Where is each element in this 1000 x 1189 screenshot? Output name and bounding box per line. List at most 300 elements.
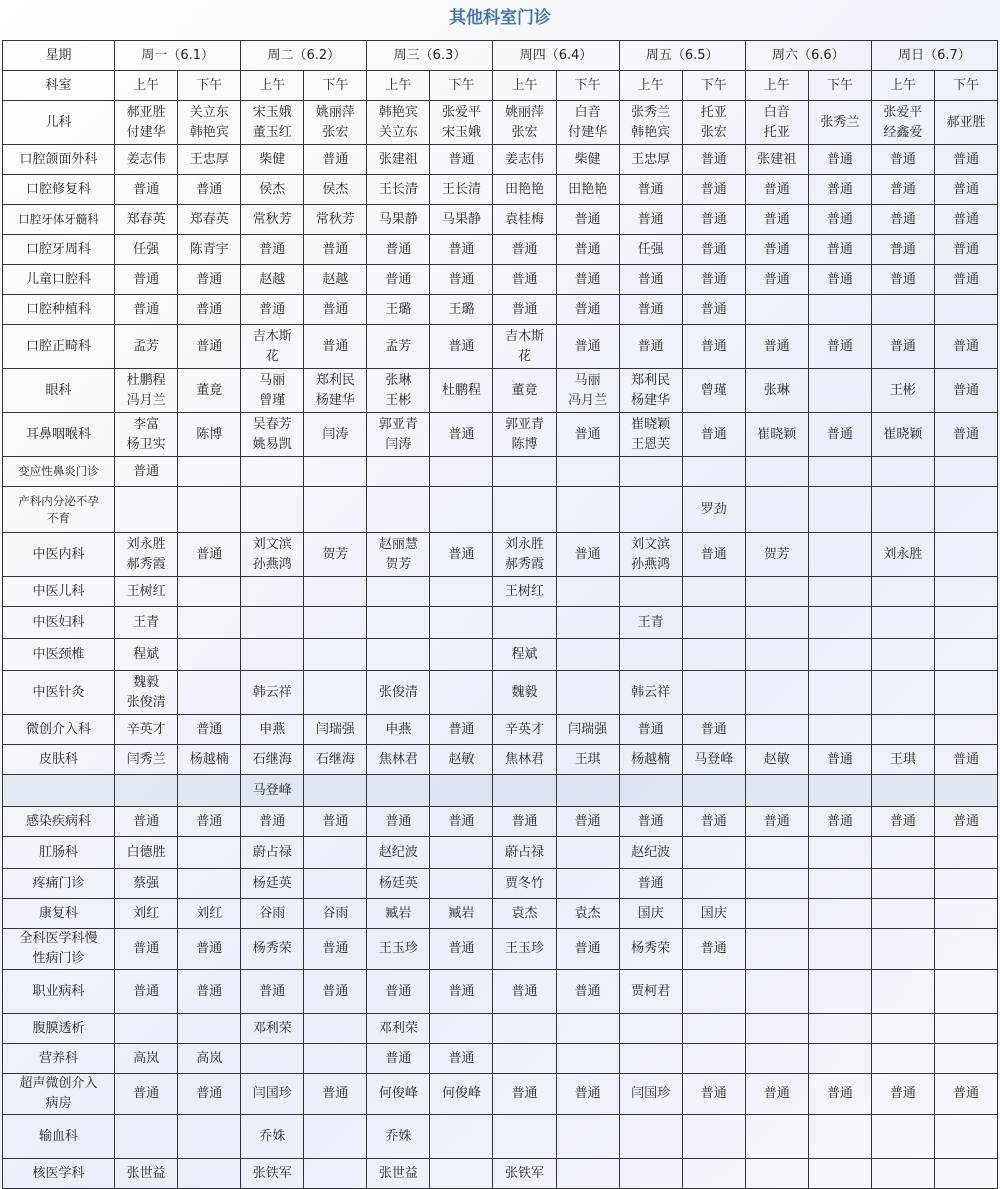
schedule-cell: 魏毅: [493, 671, 556, 715]
schedule-cell: [178, 671, 241, 715]
schedule-cell: [241, 607, 304, 639]
schedule-cell: [934, 1115, 997, 1159]
schedule-cell: 闫国珍: [619, 1074, 682, 1115]
pm-header: 下午: [304, 71, 367, 101]
schedule-cell: 杨越楠: [619, 745, 682, 775]
schedule-cell: [934, 577, 997, 607]
schedule-cell: 普通: [304, 1074, 367, 1115]
dept-name: 眼科: [3, 369, 115, 413]
schedule-cell: [556, 577, 619, 607]
dept-name: 口腔修复科: [3, 175, 115, 205]
table-row: [3, 1014, 998, 1044]
schedule-cell: 普通: [178, 175, 241, 205]
schedule-cell: 贾柯君: [619, 970, 682, 1014]
schedule-cell: 贾冬竹: [493, 869, 556, 899]
schedule-cell: [241, 639, 304, 671]
schedule-cell: 邓利荣: [367, 1014, 430, 1044]
schedule-cell: [745, 295, 808, 325]
schedule-cell: 田艳艳: [556, 175, 619, 205]
schedule-cell: [682, 869, 745, 899]
schedule-cell: 王彬: [871, 369, 934, 413]
schedule-cell: 普通: [745, 807, 808, 837]
table-row: [3, 671, 998, 715]
schedule-cell: 普通: [556, 265, 619, 295]
schedule-cell: [934, 1044, 997, 1074]
table-row: [3, 265, 998, 295]
day-header: 周四（6.4）: [493, 41, 619, 71]
schedule-cell: [556, 869, 619, 899]
schedule-cell: 曾瑾: [682, 369, 745, 413]
schedule-cell: 赵纪波: [367, 837, 430, 869]
schedule-cell: [871, 1115, 934, 1159]
schedule-cell: [745, 671, 808, 715]
schedule-cell: [556, 837, 619, 869]
schedule-cell: [934, 295, 997, 325]
schedule-cell: 张爱平 经鑫爱: [871, 101, 934, 145]
schedule-cell: 普通: [745, 235, 808, 265]
am-header: 上午: [493, 71, 556, 101]
schedule-cell: 田艳艳: [493, 175, 556, 205]
schedule-cell: 董竟: [493, 369, 556, 413]
schedule-cell: [430, 577, 493, 607]
schedule-cell: 国庆: [682, 899, 745, 929]
schedule-cell: [871, 671, 934, 715]
schedule-cell: [808, 1159, 871, 1189]
schedule-cell: 普通: [304, 325, 367, 369]
schedule-cell: 普通: [115, 1074, 178, 1115]
schedule-cell: 张建祖: [745, 145, 808, 175]
schedule-cell: [808, 457, 871, 487]
table-row: [3, 457, 998, 487]
dept-name: 中医儿科: [3, 577, 115, 607]
table-row: [3, 533, 998, 577]
schedule-cell: 普通: [430, 533, 493, 577]
schedule-cell: [745, 775, 808, 807]
schedule-cell: 普通: [178, 1074, 241, 1115]
schedule-cell: 普通: [682, 1074, 745, 1115]
schedule-cell: 白音 托亚: [745, 101, 808, 145]
schedule-cell: [304, 1014, 367, 1044]
schedule-cell: 普通: [871, 205, 934, 235]
schedule-cell: 郝亚胜 付建华: [115, 101, 178, 145]
schedule-cell: [745, 1159, 808, 1189]
schedule-cell: 张俊清: [367, 671, 430, 715]
schedule-cell: [367, 487, 430, 533]
schedule-cell: 赵越: [241, 265, 304, 295]
schedule-cell: [745, 1115, 808, 1159]
schedule-cell: [241, 577, 304, 607]
schedule-cell: 普通: [934, 265, 997, 295]
schedule-cell: [619, 1159, 682, 1189]
schedule-cell: 陈青宇: [178, 235, 241, 265]
schedule-cell: 普通: [115, 457, 178, 487]
schedule-cell: 普通: [619, 265, 682, 295]
dept-name: 感染疾病科: [3, 807, 115, 837]
schedule-cell: 普通: [304, 295, 367, 325]
schedule-cell: [871, 929, 934, 970]
schedule-cell: [745, 577, 808, 607]
schedule-cell: 王树红: [115, 577, 178, 607]
dept-name: 儿科: [3, 101, 115, 145]
schedule-cell: 赵丽慧 贺芳: [367, 533, 430, 577]
schedule-cell: 刘永胜 郝秀霞: [115, 533, 178, 577]
schedule-cell: 吴春芳 姚易凯: [241, 413, 304, 457]
schedule-cell: 杜鹏程: [430, 369, 493, 413]
schedule-cell: 臧岩: [430, 899, 493, 929]
dept-name: 超声微创介入 病房: [3, 1074, 115, 1115]
schedule-cell: 普通: [304, 970, 367, 1014]
schedule-cell: 普通: [871, 1074, 934, 1115]
schedule-cell: 普通: [619, 175, 682, 205]
schedule-cell: [304, 577, 367, 607]
schedule-cell: 普通: [934, 175, 997, 205]
schedule-cell: 张铁军: [493, 1159, 556, 1189]
dept-name: 核医学科: [3, 1159, 115, 1189]
schedule-cell: 杨秀荣: [619, 929, 682, 970]
schedule-cell: 普通: [871, 175, 934, 205]
schedule-cell: 普通: [556, 970, 619, 1014]
am-header: 上午: [367, 71, 430, 101]
schedule-cell: 普通: [430, 929, 493, 970]
schedule-cell: [934, 929, 997, 970]
schedule-cell: [682, 837, 745, 869]
schedule-cell: 普通: [367, 1044, 430, 1074]
table-row: [3, 639, 998, 671]
dept-name: 口腔牙周科: [3, 235, 115, 265]
schedule-cell: [745, 487, 808, 533]
schedule-cell: 姚丽萍 张宏: [304, 101, 367, 145]
schedule-cell: 普通: [682, 295, 745, 325]
schedule-cell: 程斌: [115, 639, 178, 671]
dept-name: 中医颈椎: [3, 639, 115, 671]
schedule-cell: 普通: [934, 235, 997, 265]
header-row-days: [3, 41, 998, 71]
schedule-cell: [745, 837, 808, 869]
schedule-cell: 普通: [115, 807, 178, 837]
table-row: [3, 869, 998, 899]
schedule-cell: 马登峰: [241, 775, 304, 807]
schedule-cell: [241, 1044, 304, 1074]
schedule-cell: [619, 1014, 682, 1044]
schedule-cell: 普通: [808, 745, 871, 775]
schedule-cell: 普通: [556, 205, 619, 235]
schedule-cell: [619, 487, 682, 533]
schedule-table: [2, 40, 998, 1189]
schedule-cell: [934, 1159, 997, 1189]
header-row-halves: [3, 71, 998, 101]
schedule-cell: 普通: [619, 325, 682, 369]
table-row: [3, 807, 998, 837]
schedule-cell: 姜志伟: [115, 145, 178, 175]
schedule-cell: 谷雨: [304, 899, 367, 929]
schedule-cell: 臧岩: [367, 899, 430, 929]
schedule-cell: 张爱平 宋玉娥: [430, 101, 493, 145]
schedule-cell: [304, 607, 367, 639]
schedule-cell: [808, 671, 871, 715]
schedule-cell: [178, 869, 241, 899]
dept-name: 腹膜透析: [3, 1014, 115, 1044]
schedule-cell: [682, 1115, 745, 1159]
schedule-cell: 普通: [115, 970, 178, 1014]
schedule-cell: 普通: [178, 929, 241, 970]
schedule-cell: [808, 369, 871, 413]
schedule-cell: 袁杰: [556, 899, 619, 929]
schedule-cell: 普通: [871, 265, 934, 295]
schedule-cell: 普通: [241, 807, 304, 837]
schedule-cell: 蔚占禄: [241, 837, 304, 869]
schedule-cell: [493, 457, 556, 487]
schedule-cell: [178, 1014, 241, 1044]
schedule-cell: 普通: [745, 205, 808, 235]
schedule-cell: [304, 639, 367, 671]
schedule-cell: [682, 1014, 745, 1044]
schedule-cell: [871, 1044, 934, 1074]
schedule-cell: [871, 970, 934, 1014]
schedule-cell: 杨越楠: [178, 745, 241, 775]
schedule-cell: 乔姝: [241, 1115, 304, 1159]
schedule-cell: 普通: [682, 715, 745, 745]
schedule-cell: 普通: [808, 175, 871, 205]
schedule-cell: [871, 607, 934, 639]
schedule-cell: 郑利民 杨建华: [619, 369, 682, 413]
schedule-cell: [934, 715, 997, 745]
schedule-cell: 杨廷英: [367, 869, 430, 899]
schedule-cell: 韩云祥: [241, 671, 304, 715]
schedule-cell: [115, 487, 178, 533]
dept-label: 科室: [3, 71, 115, 101]
schedule-cell: 王琪: [556, 745, 619, 775]
schedule-cell: 普通: [367, 235, 430, 265]
schedule-cell: 普通: [493, 295, 556, 325]
schedule-cell: [241, 487, 304, 533]
schedule-cell: 韩艳宾 关立东: [367, 101, 430, 145]
schedule-cell: 韩云祥: [619, 671, 682, 715]
pm-header: 下午: [556, 71, 619, 101]
schedule-cell: [934, 869, 997, 899]
schedule-cell: 孟芳: [115, 325, 178, 369]
schedule-cell: [934, 970, 997, 1014]
schedule-cell: [367, 775, 430, 807]
schedule-cell: 焦林君: [367, 745, 430, 775]
schedule-cell: [808, 1014, 871, 1044]
table-row: [3, 837, 998, 869]
schedule-cell: 普通: [178, 325, 241, 369]
schedule-cell: [556, 1014, 619, 1044]
schedule-cell: [745, 929, 808, 970]
schedule-cell: 普通: [808, 205, 871, 235]
schedule-cell: [556, 487, 619, 533]
schedule-cell: [682, 970, 745, 1014]
schedule-cell: 普通: [934, 1074, 997, 1115]
schedule-cell: 普通: [304, 929, 367, 970]
dept-name: 职业病科: [3, 970, 115, 1014]
day-header: 周五（6.5）: [619, 41, 745, 71]
table-row: [3, 235, 998, 265]
table-row: [3, 715, 998, 745]
schedule-cell: 辛英才: [115, 715, 178, 745]
schedule-cell: 闫秀兰: [115, 745, 178, 775]
schedule-cell: 任强: [619, 235, 682, 265]
schedule-cell: 普通: [115, 929, 178, 970]
schedule-cell: [682, 457, 745, 487]
dept-name: 中医内科: [3, 533, 115, 577]
schedule-cell: [619, 639, 682, 671]
schedule-cell: [619, 577, 682, 607]
schedule-cell: 赵越: [304, 265, 367, 295]
schedule-body: [3, 41, 998, 1189]
schedule-cell: 张琳 王彬: [367, 369, 430, 413]
schedule-cell: 蔚占禄: [493, 837, 556, 869]
table-row: [3, 607, 998, 639]
schedule-cell: [430, 487, 493, 533]
schedule-cell: [304, 457, 367, 487]
schedule-cell: [808, 607, 871, 639]
schedule-cell: 普通: [682, 205, 745, 235]
schedule-cell: 普通: [115, 295, 178, 325]
table-row: [3, 1044, 998, 1074]
schedule-cell: [430, 607, 493, 639]
am-header: 上午: [115, 71, 178, 101]
schedule-cell: [871, 775, 934, 807]
schedule-cell: [619, 1115, 682, 1159]
schedule-cell: 普通: [871, 807, 934, 837]
schedule-cell: 张建祖: [367, 145, 430, 175]
schedule-cell: [178, 837, 241, 869]
schedule-cell: 普通: [682, 533, 745, 577]
schedule-cell: [934, 639, 997, 671]
schedule-cell: [178, 607, 241, 639]
schedule-cell: 马登峰: [682, 745, 745, 775]
schedule-cell: [871, 487, 934, 533]
schedule-cell: 普通: [745, 175, 808, 205]
table-row: [3, 1074, 998, 1115]
schedule-cell: 常秋芳: [241, 205, 304, 235]
pm-header: 下午: [682, 71, 745, 101]
schedule-cell: 普通: [304, 235, 367, 265]
schedule-cell: [493, 1044, 556, 1074]
schedule-cell: 柴健: [241, 145, 304, 175]
schedule-cell: 普通: [808, 235, 871, 265]
table-row: [3, 775, 998, 807]
day-header: 周二（6.2）: [241, 41, 367, 71]
schedule-cell: 魏毅 张俊清: [115, 671, 178, 715]
schedule-cell: 普通: [430, 807, 493, 837]
schedule-cell: 普通: [808, 413, 871, 457]
schedule-cell: [934, 607, 997, 639]
schedule-cell: 郑利民 杨建华: [304, 369, 367, 413]
schedule-cell: [304, 869, 367, 899]
schedule-cell: 崔晓颖 王恩芙: [619, 413, 682, 457]
table-row: [3, 413, 998, 457]
schedule-cell: [115, 1115, 178, 1159]
schedule-cell: [556, 775, 619, 807]
schedule-cell: [934, 487, 997, 533]
schedule-cell: [682, 639, 745, 671]
schedule-cell: 普通: [745, 325, 808, 369]
schedule-cell: 常秋芳: [304, 205, 367, 235]
schedule-cell: [115, 775, 178, 807]
schedule-cell: [304, 775, 367, 807]
schedule-cell: [493, 487, 556, 533]
schedule-cell: 普通: [934, 145, 997, 175]
schedule-cell: 宋玉娥 董玉红: [241, 101, 304, 145]
schedule-cell: 普通: [934, 807, 997, 837]
schedule-cell: 普通: [178, 533, 241, 577]
schedule-cell: [682, 671, 745, 715]
table-row: [3, 325, 998, 369]
schedule-cell: [556, 1115, 619, 1159]
schedule-cell: 普通: [430, 145, 493, 175]
schedule-cell: [934, 457, 997, 487]
schedule-cell: [934, 775, 997, 807]
schedule-cell: 侯杰: [304, 175, 367, 205]
schedule-cell: 柴健: [556, 145, 619, 175]
schedule-cell: [808, 487, 871, 533]
schedule-cell: [808, 715, 871, 745]
schedule-cell: [808, 577, 871, 607]
schedule-cell: 普通: [115, 265, 178, 295]
schedule-cell: [430, 671, 493, 715]
schedule-cell: [304, 671, 367, 715]
schedule-cell: [934, 533, 997, 577]
schedule-cell: 杜鹏程 冯月兰: [115, 369, 178, 413]
dept-name: 产科内分泌不孕 不育: [3, 487, 115, 533]
dept-name: [3, 775, 115, 807]
schedule-cell: [178, 1159, 241, 1189]
pm-header: 下午: [178, 71, 241, 101]
schedule-cell: 石继海: [304, 745, 367, 775]
schedule-cell: 普通: [682, 929, 745, 970]
schedule-cell: [430, 775, 493, 807]
schedule-cell: [808, 1044, 871, 1074]
dept-name: 儿童口腔科: [3, 265, 115, 295]
schedule-cell: 普通: [871, 325, 934, 369]
schedule-cell: 郑春英: [115, 205, 178, 235]
schedule-cell: 郝亚胜: [934, 101, 997, 145]
schedule-cell: 吉木斯 花: [493, 325, 556, 369]
schedule-cell: 普通: [556, 235, 619, 265]
schedule-cell: 普通: [934, 369, 997, 413]
schedule-cell: 赵敏: [745, 745, 808, 775]
schedule-cell: 高岚: [178, 1044, 241, 1074]
schedule-cell: 普通: [178, 265, 241, 295]
schedule-cell: 普通: [619, 295, 682, 325]
schedule-cell: 袁桂梅: [493, 205, 556, 235]
table-row: [3, 899, 998, 929]
schedule-cell: 郭亚青 闫涛: [367, 413, 430, 457]
schedule-cell: 陈博: [178, 413, 241, 457]
schedule-cell: 张世益: [115, 1159, 178, 1189]
schedule-cell: [304, 1159, 367, 1189]
schedule-cell: 杨秀荣: [241, 929, 304, 970]
schedule-cell: [367, 457, 430, 487]
dept-name: 肛肠科: [3, 837, 115, 869]
schedule-cell: 普通: [934, 413, 997, 457]
schedule-cell: 普通: [178, 295, 241, 325]
schedule-cell: [556, 607, 619, 639]
schedule-cell: [493, 1115, 556, 1159]
schedule-cell: 普通: [367, 807, 430, 837]
schedule-cell: 刘文滨 孙燕鸿: [241, 533, 304, 577]
schedule-cell: [682, 775, 745, 807]
schedule-cell: [745, 970, 808, 1014]
schedule-cell: 谷雨: [241, 899, 304, 929]
schedule-cell: [241, 457, 304, 487]
schedule-cell: 普通: [556, 413, 619, 457]
schedule-cell: 普通: [619, 205, 682, 235]
schedule-cell: [745, 869, 808, 899]
schedule-cell: 普通: [304, 807, 367, 837]
